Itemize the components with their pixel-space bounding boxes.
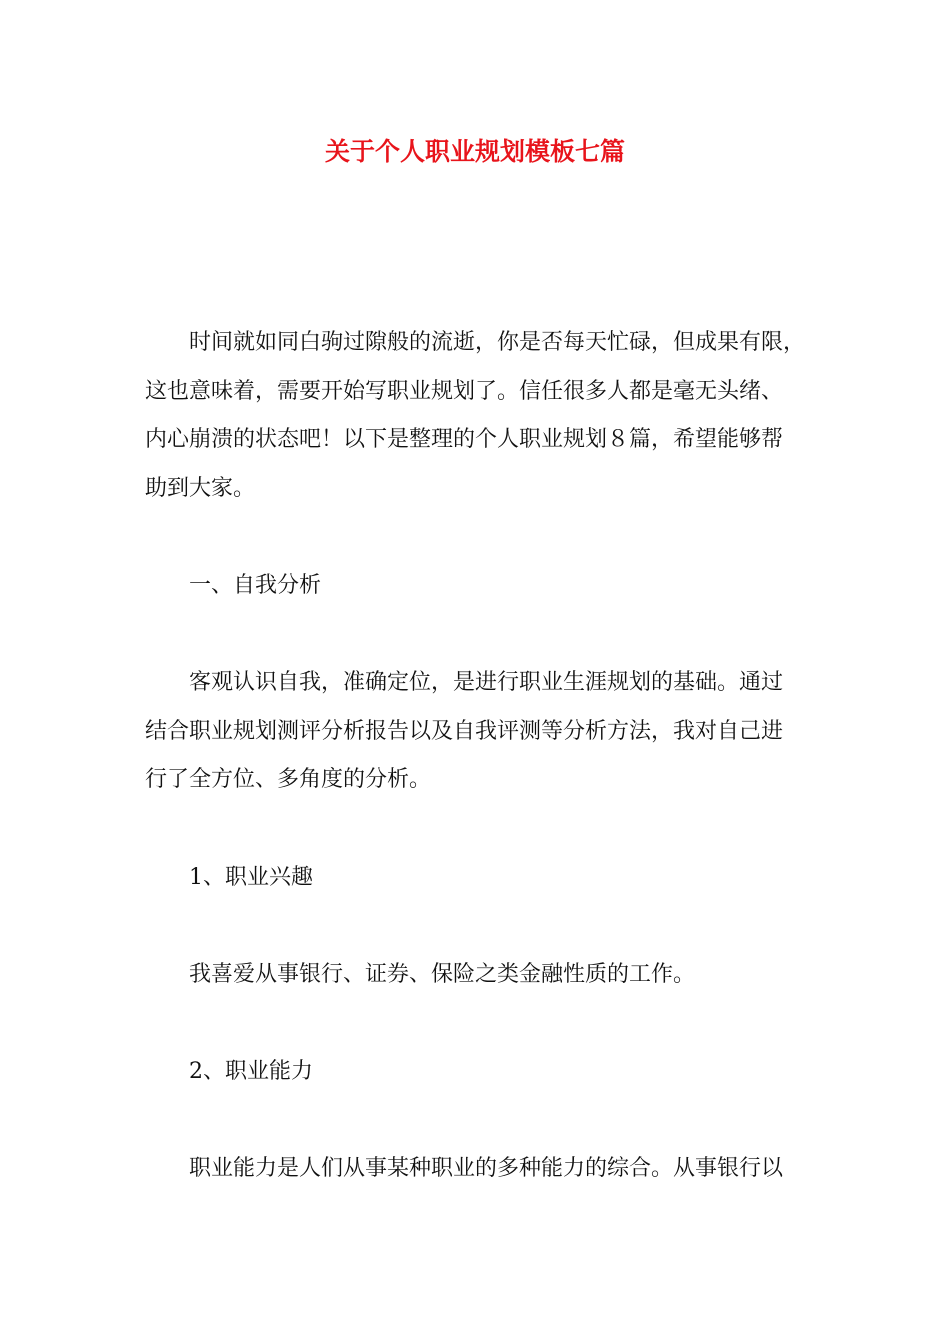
paragraph-intro: [145, 319, 845, 513]
paragraph-self-analysis: [145, 659, 845, 805]
paragraph-ability: [145, 1145, 845, 1194]
subsection-heading: [145, 854, 845, 903]
heading-text: 2、职业能力: [189, 1058, 313, 1084]
section-heading: [145, 562, 845, 611]
text-line: 这也意味着，需要开始写职业规划了。信任很多人都是毫无头绪、: [145, 378, 784, 404]
subsection-heading: [145, 1048, 845, 1097]
text-line: 职业能力是人们从事某种职业的多种能力的综合。从事银行以: [189, 1156, 784, 1182]
text-line: 时间就如同白驹过隙般的流逝，你是否每天忙碌，但成果有限，: [189, 330, 806, 355]
text-line: 客观认识自我，准确定位，是进行职业生涯规划的基础。通过: [189, 670, 784, 696]
document-body: [145, 319, 845, 1194]
heading-text: 1、职业兴趣: [189, 864, 313, 890]
text-line: 我喜爱从事银行、证券、保险之类金融性质的工作。: [189, 961, 696, 987]
text-line: 结合职业规划测评分析报告以及自我评测等分析方法，我对自己进: [145, 718, 784, 744]
text-line: 行了全方位、多角度的分析。: [145, 767, 432, 793]
paragraph-interest: [145, 951, 845, 1000]
text-line: 助到大家。: [145, 475, 256, 501]
text-line: 内心崩溃的状态吧！以下是整理的个人职业规划８篇，希望能够帮: [145, 427, 784, 453]
heading-text: 一、自我分析: [189, 572, 322, 598]
document-title: 关于个人职业规划模板七篇: [324, 137, 625, 166]
